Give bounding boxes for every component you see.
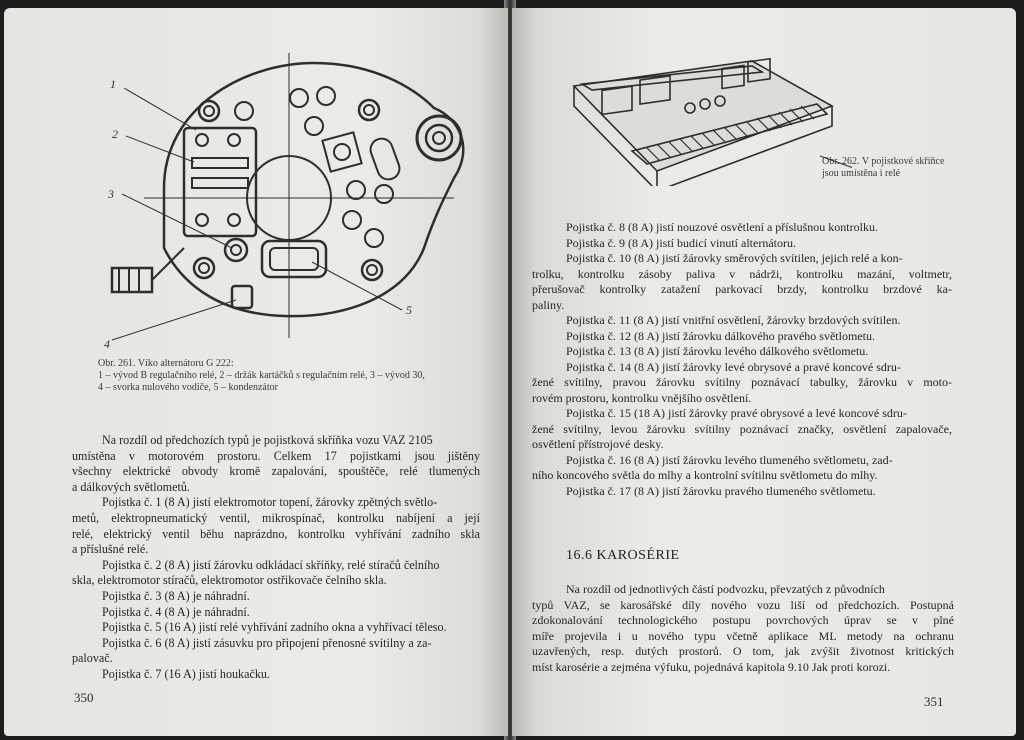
text-line: Pojistka č. 12 (8 A) jistí žárovku dálkového pravého světlometu.	[566, 328, 875, 343]
alternator-cover-illustration	[84, 48, 484, 348]
text-line: trolku, kontrolku zásoby paliva v nádrži, kontrolku mazání, voltmetr,	[532, 266, 952, 281]
callout-5: 5	[406, 303, 412, 317]
text-line: žené svítilny, levou žárovku svítilny poznávací značky, osvětlení zapalovače,	[532, 421, 952, 436]
text-line: Na rozdíl od jednotlivých částí podvozku, převzatých z původních	[566, 582, 885, 596]
text-line: všechny elektrické obvody kromě zapalování, spouštěče, relé tlumených	[72, 464, 480, 479]
text-line: a příslušné relé.	[72, 542, 149, 557]
callout-2: 2	[112, 127, 118, 141]
text-line: relé, elektrický ventil běhu naprázdno, kontrolku vyhřívání zadního skla	[72, 526, 480, 541]
text-line: Pojistka č. 8 (8 A) jistí nouzové osvětlení a příslušnou kontrolku.	[566, 220, 878, 234]
text-line: zdokonalování technologického postupu povrchových úprav se v plné	[532, 613, 954, 627]
text-line: Pojistka č. 16 (8 A) jistí žárovku levého tlumeného světlometu, zad-	[566, 452, 893, 467]
text-line: Pojistka č. 3 (8 A) je náhradní.	[102, 588, 250, 603]
caption-line: Obr. 261. Víko alternátoru G 222:	[98, 358, 234, 369]
text-line: Pojistka č. 14 (8 A) jistí žárovky levé obrysové a pravé koncové sdru-	[566, 359, 901, 374]
text-line: Pojistka č. 6 (8 A) jistí zásuvku pro připojení přenosné svítilny a za-	[102, 635, 432, 650]
figure-261-caption	[98, 358, 425, 394]
page-number-right: 351	[924, 694, 944, 709]
text-line: míře projevila i u nového typu včetně aplikace ML metody na ochranu	[532, 628, 954, 643]
text-line: Pojistka č. 15 (18 A) jistí žárovky pravé obrysové a levé koncové sdru-	[566, 406, 907, 420]
text-line: typů VAZ, se karosářské díly nového vozu liší od předchozích. Postupná	[532, 597, 954, 612]
text-line: Pojistka č. 2 (8 A) jistí žárovku odkládací skříňky, relé stíračů čelního	[102, 557, 440, 572]
page-number-left: 350	[74, 690, 94, 705]
caption-line: Obr. 262. V pojistkové skříňce	[822, 156, 945, 167]
text-line: žené svítilny, pravou žárovku svítilny poznávací tabulky, žárovku v moto-	[532, 375, 952, 389]
text-line: uzavřených, resp. dutých prostorů. O tom, jak zvýšit životnost kritických	[532, 644, 954, 658]
callout-4: 4	[104, 337, 110, 348]
fuse-box-illustration	[562, 46, 852, 186]
text-line: osvětlení přístrojové desky.	[532, 437, 664, 451]
text-line: Pojistka č. 10 (8 A) jistí žárovky směrových svítilen, jejich relé a kon-	[566, 251, 903, 265]
left-page	[4, 8, 508, 736]
text-line: Pojistka č. 5 (16 A) jistí relé vyhřívání zadního okna a vyhřívací těleso.	[102, 620, 447, 635]
text-line: Pojistka č. 17 (8 A) jistí žárovku pravého tlumeného světlometu.	[566, 483, 876, 498]
right-page	[512, 8, 1016, 736]
text-line: a dálkových světlometů.	[72, 479, 190, 494]
callout-1: 1	[110, 77, 116, 91]
callout-3: 3	[108, 187, 114, 201]
text-line: palovač.	[72, 651, 113, 666]
text-line: Na rozdíl od předchozích typů je pojistková skříňka vozu VAZ 2105	[102, 433, 433, 447]
text-line: Pojistka č. 11 (8 A) jistí vnitřní osvětlení, žárovky brzdových svítilen.	[566, 313, 901, 327]
text-line: Pojistka č. 9 (8 A) jistí budicí vinutí alternátoru.	[566, 235, 796, 250]
text-line: Pojistka č. 4 (8 A) je náhradní.	[102, 604, 250, 619]
text-line: skla, elektromotor stíračů, elektromotor ostřikovače čelního skla.	[72, 573, 387, 588]
text-line: paliny.	[532, 297, 565, 312]
text-line: Pojistka č. 13 (8 A) jistí žárovku levého dálkového světlometu.	[566, 344, 869, 358]
caption-line: 1 – vývod B regulačního relé, 2 – držák kartáčků s regulačním relé, 3 – vývod 30,	[98, 370, 425, 381]
right-body-text	[532, 220, 952, 499]
text-line: ního koncového světla do mlhy a kontrolní svítilnu světlometu do mlhy.	[532, 468, 878, 482]
caption-line: 4 – svorka nulového vodiče, 5 – kondenzátor	[98, 382, 278, 393]
right-body-text-2	[532, 582, 954, 675]
text-line: metů, elektropneumatický ventil, mikrospínač, kontrolku nabíjení a její	[72, 510, 480, 525]
text-line: přerušovač kontrolky zatažení parkovací brzdy, kontrolku brzdové ka-	[532, 282, 952, 296]
caption-line: jsou umístěna i relé	[822, 168, 901, 179]
text-line: Pojistka č. 7 (16 A) jistí houkačku.	[102, 666, 270, 681]
section-heading: 16.6 KAROSÉRIE	[566, 548, 680, 563]
text-line: rovém prostoru, kontrolku vnějšího osvětlení.	[532, 390, 752, 405]
text-line: míst karosérie a zejména výfuku, pojednává kapitola 9.10 Jak proti korozi.	[532, 659, 891, 674]
figure-262-caption	[822, 156, 944, 180]
left-body-text	[72, 433, 480, 683]
text-line: Pojistka č. 1 (8 A) jistí elektromotor topení, žárovky zpětných světlo-	[102, 495, 438, 510]
text-line: umístěna v motorovém prostoru. Celkem 17 pojistkami jsou jištěny	[72, 448, 480, 463]
